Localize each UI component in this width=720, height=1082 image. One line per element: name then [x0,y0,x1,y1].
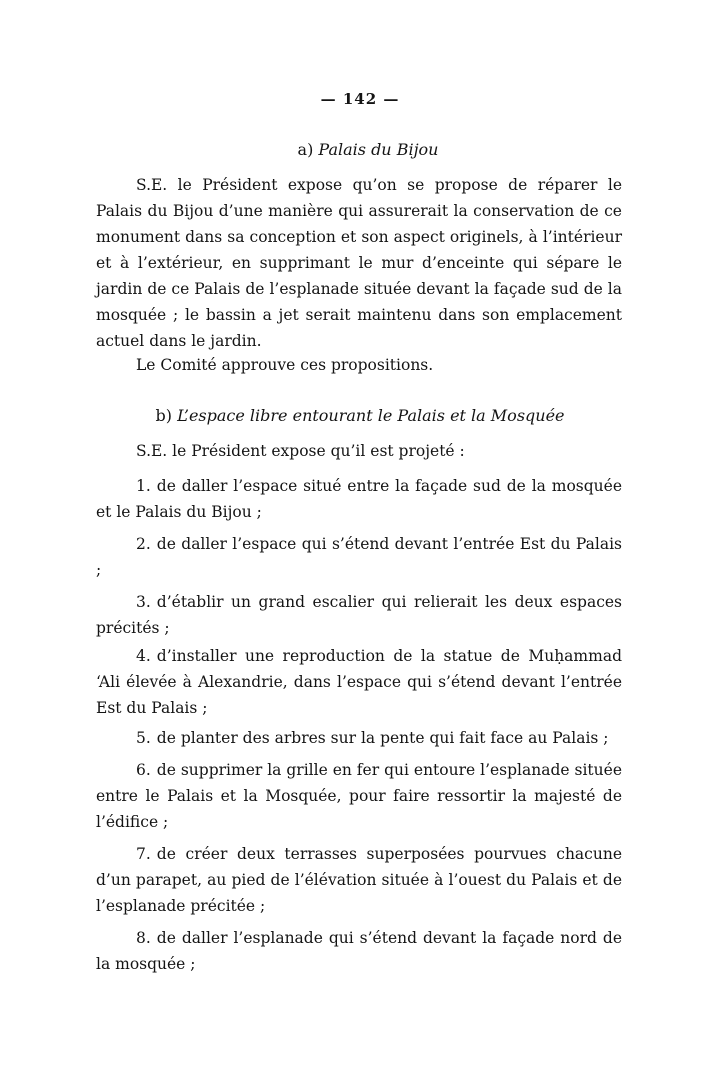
list-item-text: d’installer une reproduction de la statue de Muḥammad ‘Ali élevée à Alexandrie, dans l’espace qui s’étend devant l’entrée Est du Palais ; [96,647,622,717]
section-a-letter: a) [297,140,314,159]
list-item-number: 5. [136,729,151,747]
list-item-number: 4. [136,647,151,665]
section-a-title: Palais du Bijou [318,140,439,159]
list-item [96,925,622,977]
list-item-text: de créer deux terrasses superposées pourvues chacune d’un parapet, au pied de l’élévation située à l’ouest du Palais et de l’esplanade précitée ; [96,845,622,915]
list-item-text: de planter des arbres sur la pente qui fait face au Palais ; [156,729,609,747]
section-a-heading [8,140,720,159]
section-a-paragraph: S.E. le Président expose qu’on se propose de réparer le Palais du Bijou d’une manière qui assurerait la conservation de ce monument dans sa conception et son aspect originels, à l’intérieur et à l’extérieur, en supprimant le mur d’enceinte qui sépare le jardin de ce Palais de l’esplanade située devant la façade sud de la mosquée ; le bassin a jet serait maintenu dans son emplacement actuel dans le jardin. [96,176,622,350]
list-item [96,725,622,751]
list-item-number: 7. [136,845,151,863]
list-item [96,531,622,583]
list-item-number: 1. [136,477,151,495]
page-number: — 142 — [320,90,400,108]
list-item-number: 8. [136,929,151,947]
list-item-text: de daller l’espace situé entre la façade sud de la mosquée et le Palais du Bijou ; [96,477,622,521]
section-b-letter: b) [155,406,172,425]
list-item-text: de supprimer la grille en fer qui entoure l’esplanade située entre le Palais et la Mosquée, pour faire ressortir la majesté de l’édifice ; [96,761,622,831]
list-item-text: d’établir un grand escalier qui relierait les deux espaces précités ; [96,593,622,637]
list-item [96,841,622,919]
list-item-text: de daller l’esplanade qui s’étend devant la façade nord de la mosquée ; [96,929,622,973]
list-item [96,643,622,721]
section-b-intro: S.E. le Président expose qu’il est projeté : [136,442,465,460]
list-item-number: 2. [136,535,151,553]
list-item-text: de daller l’espace qui s’étend devant l’entrée Est du Palais ; [96,535,622,579]
section-b-heading [0,406,720,425]
list-item-number: 3. [136,593,151,611]
list-item [96,589,622,641]
list-item [96,757,622,835]
list-item-number: 6. [136,761,151,779]
committee-approval: Le Comité approuve ces propositions. [136,356,434,374]
section-b-title: L’espace libre entourant le Palais et la Mosquée [177,406,565,425]
list-item [96,473,622,525]
